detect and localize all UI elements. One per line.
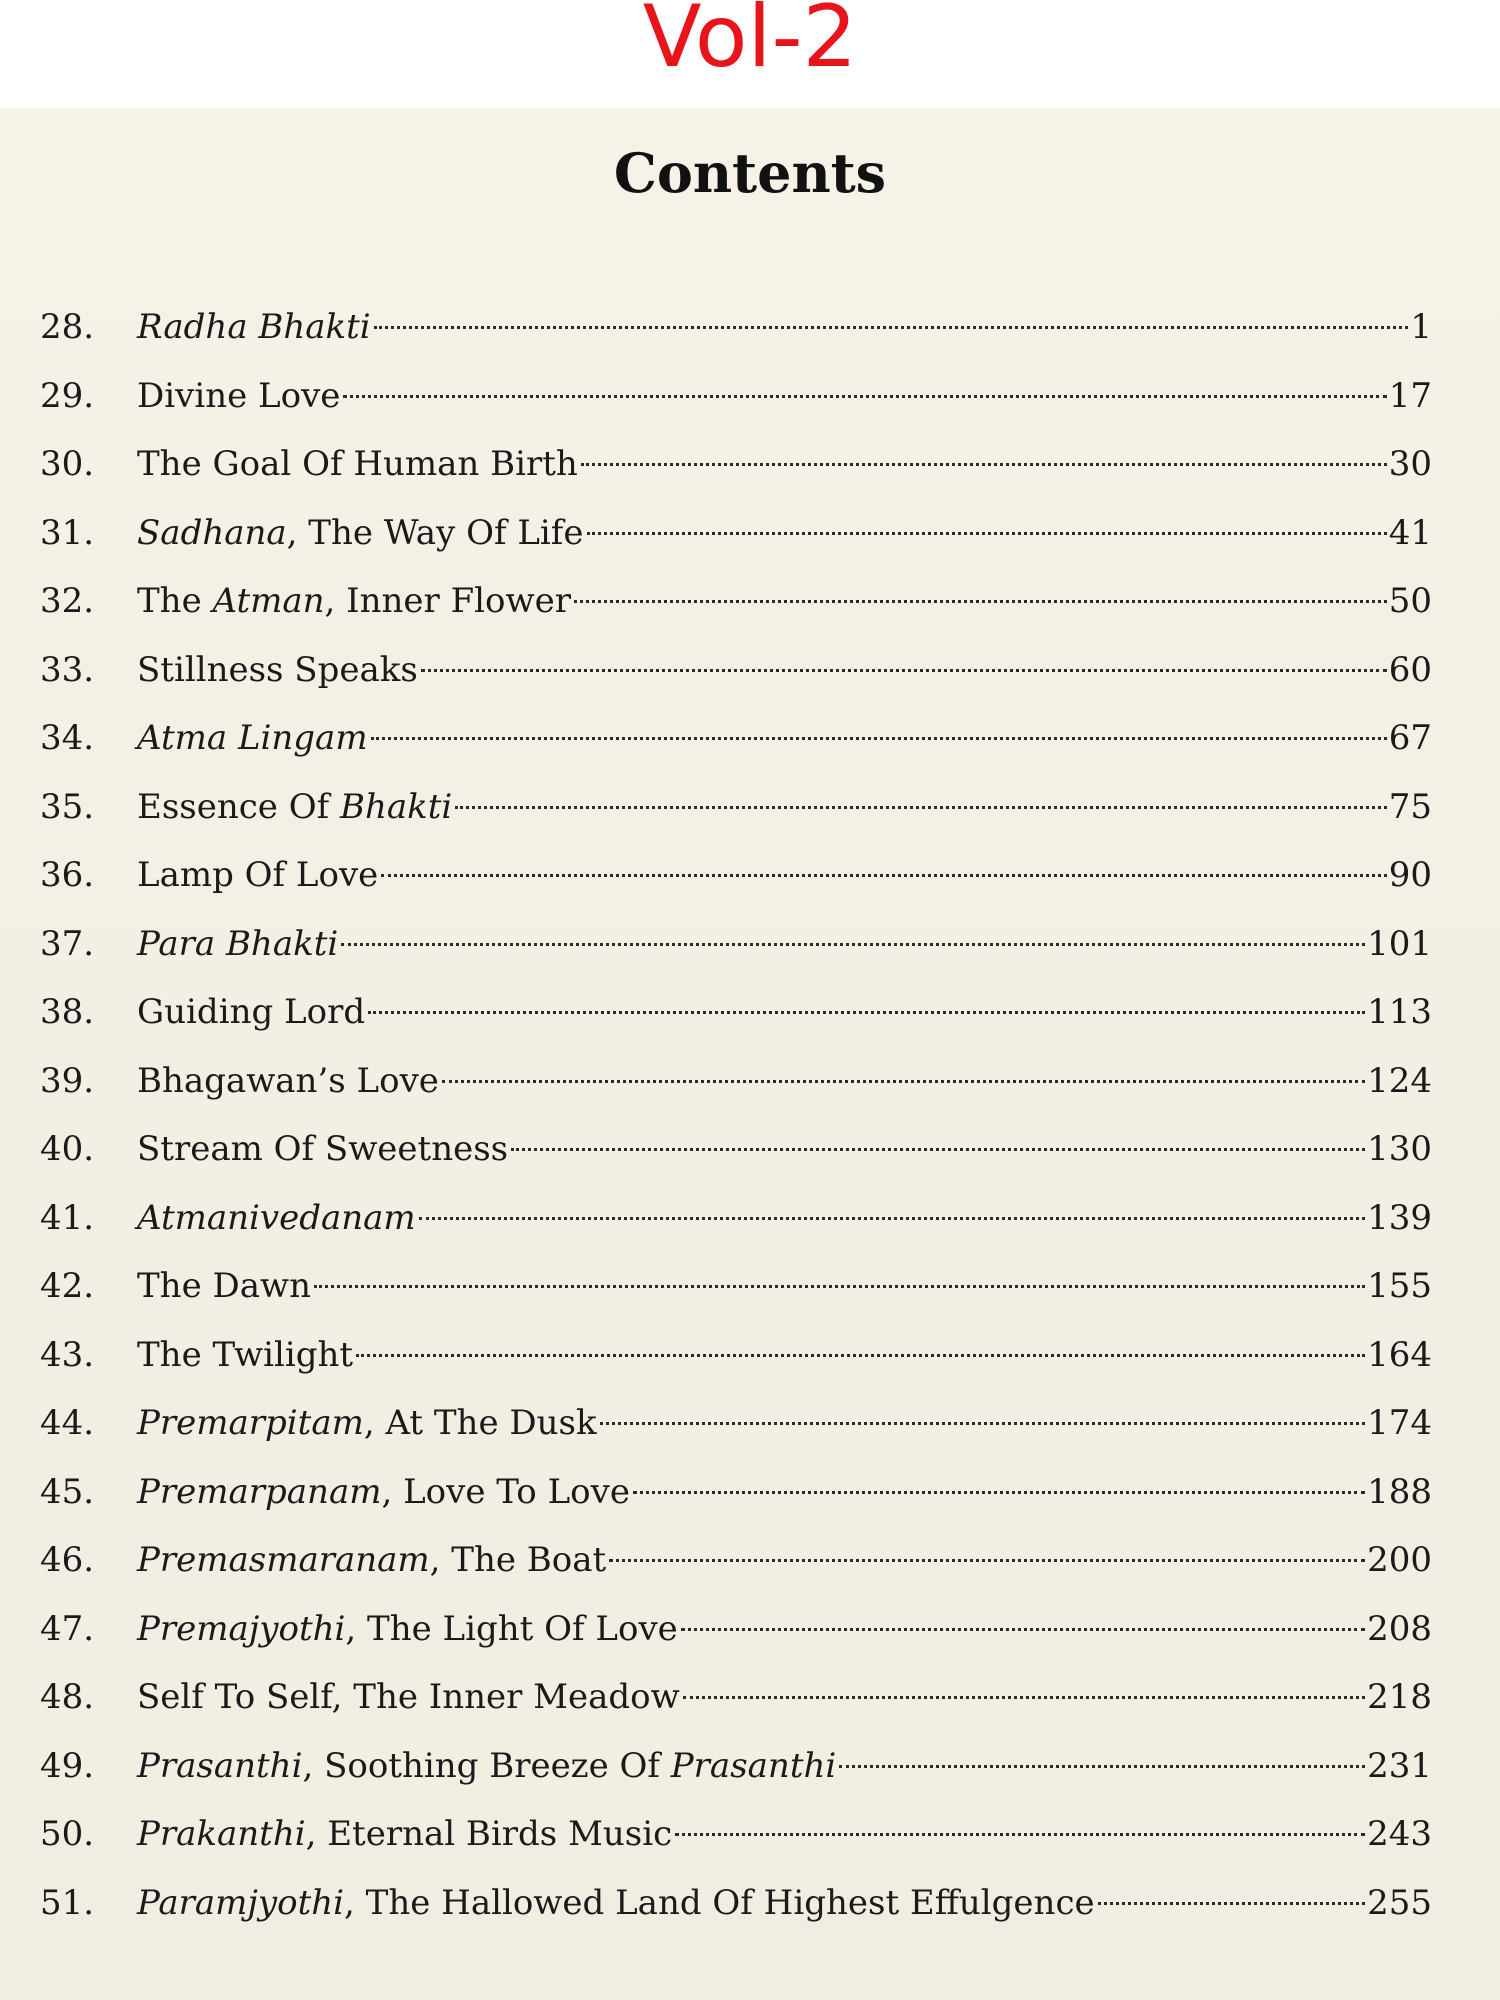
chapter-title (137, 1047, 439, 1116)
chapter-title (137, 1389, 597, 1458)
chapter-number: 50. (40, 1814, 95, 1854)
chapter-title (137, 1526, 606, 1595)
chapter-number: 34. (40, 718, 95, 758)
chapter-title (137, 430, 578, 499)
dot-leader (609, 1559, 1365, 1562)
toc-entry (40, 1732, 1432, 1801)
chapter-number: 40. (40, 1129, 95, 1169)
chapter-title (137, 1115, 508, 1184)
chapter-title (137, 1458, 630, 1527)
title-italic-segment: Para Bhakti (137, 923, 339, 964)
dot-leader (1098, 1902, 1365, 1905)
chapter-number: 48. (40, 1677, 95, 1717)
dot-leader (381, 874, 1386, 877)
page-number: 17 (1388, 375, 1432, 416)
toc-entry (40, 978, 1432, 1047)
page-number: 164 (1367, 1334, 1432, 1375)
title-segment: Bhagawan’s Love (137, 1060, 439, 1101)
chapter-title (137, 1252, 311, 1321)
title-italic-segment: Prasanthi (670, 1745, 837, 1786)
title-italic-segment: Radha Bhakti (137, 307, 371, 347)
title-segment: Lamp Of Love (137, 855, 379, 895)
page-number: 41 (1388, 512, 1432, 553)
page-number: 130 (1367, 1129, 1432, 1169)
title-segment: , The Hallowed Land Of Highest Effulgence (344, 1882, 1095, 1923)
page-title: Contents (613, 141, 887, 205)
chapter-number: 30. (40, 444, 95, 484)
chapter-title (137, 1184, 416, 1253)
toc-entry (40, 1595, 1432, 1664)
toc-entry (40, 1389, 1432, 1458)
toc-entry (40, 1800, 1432, 1869)
chapter-number: 33. (40, 649, 95, 690)
dot-leader (374, 326, 1409, 329)
title-segment: , The Way Of Life (286, 512, 584, 553)
toc-entry (40, 1047, 1432, 1116)
chapter-number: 37. (40, 923, 95, 964)
chapter-number: 36. (40, 855, 95, 895)
toc-entry (40, 1663, 1432, 1732)
title-segment: The Twilight (137, 1334, 354, 1375)
title-segment: , At The Dusk (363, 1403, 597, 1443)
page-number: 174 (1367, 1403, 1432, 1443)
contents-page (0, 108, 1500, 2000)
chapter-title (137, 636, 418, 705)
page-number: 200 (1367, 1540, 1432, 1580)
title-segment: The Goal Of Human Birth (137, 444, 578, 484)
toc-entry (40, 1184, 1432, 1253)
chapter-number: 51. (40, 1882, 95, 1923)
page-number: 155 (1367, 1266, 1432, 1306)
toc-entry (40, 704, 1432, 773)
toc-entry (40, 1458, 1432, 1527)
chapter-number: 31. (40, 512, 95, 553)
title-italic-segment: Prakanthi (137, 1814, 306, 1854)
dot-leader (419, 1217, 1365, 1220)
dot-leader (683, 1696, 1365, 1699)
page-number: 113 (1367, 992, 1432, 1032)
volume-label: Vol-2 (642, 0, 858, 87)
chapter-number: 32. (40, 581, 95, 621)
title-segment: , Eternal Birds Music (305, 1814, 673, 1854)
toc-entry (40, 293, 1432, 362)
dot-leader (421, 669, 1387, 672)
chapter-number: 43. (40, 1334, 95, 1375)
title-segment: The (137, 581, 213, 621)
toc-entry (40, 567, 1432, 636)
dot-leader (371, 737, 1387, 740)
page-number: 231 (1367, 1745, 1432, 1786)
page-number: 255 (1367, 1882, 1432, 1923)
page-number: 188 (1367, 1471, 1432, 1512)
chapter-title (137, 1321, 353, 1390)
page-number: 208 (1367, 1608, 1432, 1649)
dot-leader (587, 532, 1387, 535)
title-italic-segment: Bhakti (339, 786, 453, 827)
title-italic-segment: Atman (212, 581, 325, 621)
toc-entry (40, 1526, 1432, 1595)
chapter-number: 44. (40, 1403, 95, 1443)
title-italic-segment: Premajyothi (137, 1608, 346, 1649)
chapter-title (137, 704, 368, 773)
dot-leader (681, 1628, 1365, 1631)
title-segment: Divine Love (137, 375, 341, 416)
page-number: 218 (1367, 1677, 1432, 1717)
title-italic-segment: Atmanivedanam (137, 1197, 416, 1238)
title-italic-segment: Prasanthi (137, 1745, 303, 1786)
toc-entry (40, 1252, 1432, 1321)
title-italic-segment: Premarpitam (137, 1403, 364, 1443)
dot-leader (314, 1285, 1365, 1288)
toc-entry (40, 773, 1432, 842)
chapter-number: 38. (40, 992, 95, 1032)
chapter-number: 29. (40, 375, 95, 416)
page-number: 1 (1410, 307, 1432, 347)
title-segment: , The Light Of Love (345, 1608, 678, 1649)
page-number: 124 (1367, 1060, 1432, 1101)
chapter-number: 41. (40, 1197, 95, 1238)
toc-entry (40, 841, 1432, 910)
toc-entry (40, 499, 1432, 568)
dot-leader (343, 395, 1386, 398)
title-italic-segment: Premasmaranam (137, 1540, 430, 1580)
title-segment: , Soothing Breeze Of (302, 1745, 671, 1786)
title-segment: Guiding Lord (137, 992, 366, 1032)
chapter-title (137, 1800, 672, 1869)
dot-leader (511, 1148, 1365, 1151)
chapter-title (137, 567, 571, 636)
dot-leader (341, 943, 1365, 946)
title-segment: Essence Of (137, 786, 340, 827)
chapter-title (137, 499, 584, 568)
dot-leader (368, 1011, 1365, 1014)
toc-entry (40, 1869, 1432, 1938)
page-number: 101 (1367, 923, 1432, 964)
chapter-title (137, 910, 338, 979)
dot-leader (442, 1080, 1365, 1083)
chapter-title (137, 1869, 1095, 1938)
chapter-title (137, 978, 365, 1047)
page-number: 75 (1388, 786, 1432, 827)
page-number: 67 (1388, 718, 1432, 758)
chapter-number: 46. (40, 1540, 95, 1580)
toc-entry (40, 1115, 1432, 1184)
title-italic-segment: Paramjyothi (137, 1882, 345, 1923)
dot-leader (356, 1354, 1365, 1357)
dot-leader (581, 463, 1387, 466)
chapter-number: 47. (40, 1608, 95, 1649)
page-number: 60 (1388, 649, 1432, 690)
page-number: 50 (1388, 581, 1432, 621)
title-segment: Stillness Speaks (137, 649, 418, 690)
title-italic-segment: Premarpanam (137, 1471, 382, 1512)
dot-leader (574, 600, 1387, 603)
title-italic-segment: Sadhana (137, 512, 287, 553)
chapter-title (137, 841, 378, 910)
title-segment: , The Boat (429, 1540, 607, 1580)
chapter-number: 28. (40, 307, 95, 347)
dot-leader (633, 1491, 1365, 1494)
chapter-number: 49. (40, 1745, 95, 1786)
title-italic-segment: Atma Lingam (137, 718, 368, 758)
chapter-number: 35. (40, 786, 95, 827)
chapter-title (137, 1732, 836, 1801)
page-number: 243 (1367, 1814, 1432, 1854)
chapter-title (137, 293, 371, 362)
title-segment: The Dawn (137, 1266, 312, 1306)
chapter-title (137, 1663, 680, 1732)
page-number: 30 (1388, 444, 1432, 484)
title-segment: , Love To Love (381, 1471, 630, 1512)
toc-entry (40, 910, 1432, 979)
chapter-title (137, 773, 452, 842)
chapter-title (137, 362, 340, 431)
toc-entry (40, 636, 1432, 705)
chapter-title (137, 1595, 678, 1664)
chapter-number: 42. (40, 1266, 95, 1306)
chapter-number: 45. (40, 1471, 95, 1512)
title-segment: Self To Self, The Inner Meadow (137, 1677, 680, 1717)
dot-leader (600, 1422, 1366, 1425)
title-segment: , Inner Flower (324, 581, 571, 621)
page-number: 139 (1367, 1197, 1432, 1238)
table-of-contents (40, 293, 1432, 1937)
title-segment: Stream Of Sweetness (137, 1129, 509, 1169)
dot-leader (455, 806, 1386, 809)
toc-entry (40, 430, 1432, 499)
toc-entry (40, 362, 1432, 431)
toc-entry (40, 1321, 1432, 1390)
dot-leader (675, 1833, 1365, 1836)
chapter-number: 39. (40, 1060, 95, 1101)
page-number: 90 (1388, 855, 1432, 895)
dot-leader (839, 1765, 1365, 1768)
